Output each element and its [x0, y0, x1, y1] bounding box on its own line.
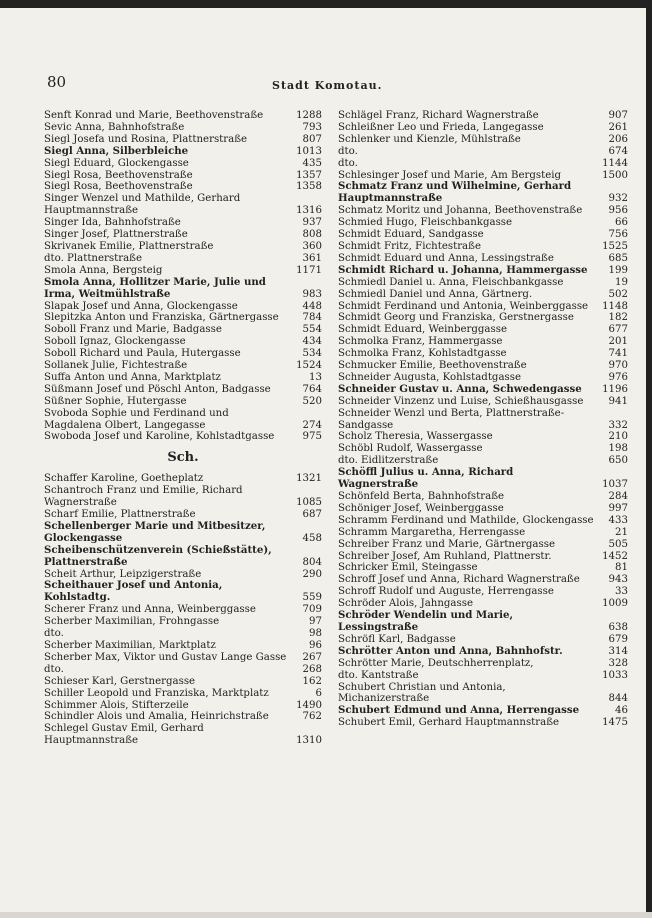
directory-entry	[44, 122, 322, 134]
section-heading-sch: Sch.	[167, 450, 199, 466]
directory-entry	[44, 604, 322, 616]
entry-number: 1037	[602, 479, 628, 491]
entry-number: 1196	[602, 383, 628, 395]
entry-name: Soboll Richard und Paula, Hutergasse	[44, 348, 241, 360]
entry-name: Schneider Gustav u. Anna, Schwedengasse	[338, 382, 582, 395]
scan-right-edge	[646, 0, 652, 918]
entry-name: Suffa Anton und Anna, Marktplatz	[44, 371, 221, 383]
entry-name: Scherer Franz und Anna, Weinberggasse	[44, 604, 256, 616]
directory-entry	[338, 324, 628, 336]
entry-number: 328	[608, 657, 628, 669]
directory-entry	[44, 431, 322, 443]
directory-entry	[338, 301, 628, 313]
directory-entry	[44, 181, 322, 193]
entry-number: 1524	[296, 360, 322, 372]
directory-entry	[44, 229, 322, 241]
entry-number: 6	[315, 687, 322, 699]
entry-number: 1358	[296, 181, 322, 193]
entry-name: Schramm Ferdinand und Mathilde, Glockengasse	[338, 514, 594, 526]
entry-number: 1452	[602, 550, 628, 562]
directory-entry	[338, 467, 628, 491]
entry-name: Schramm Margaretha, Herrengasse	[338, 526, 526, 538]
entry-name: Siegl Josefa und Rosina, Plattnerstraße	[44, 133, 248, 145]
entry-name: Schubert Emil, Gerhard Hauptmannstraße	[338, 717, 560, 729]
directory-entry	[44, 372, 322, 384]
entry-number: 709	[302, 604, 322, 616]
entry-number: 98	[309, 628, 322, 640]
entry-number: 534	[302, 348, 322, 360]
entry-name: Schimmer Alois, Stifterzeile	[44, 699, 189, 711]
entry-number: 687	[302, 509, 322, 520]
entry-name: Schmatz Franz und Wilhelmine, Gerhard Hauptmannstraße	[338, 180, 572, 205]
directory-entry	[338, 348, 628, 360]
entry-name: Schleißner Leo und Frieda, Langegasse	[338, 121, 544, 133]
entry-name: Schmiedl Daniel u. Anna, Fleischbankgasse	[338, 276, 564, 288]
entry-number: 332	[608, 419, 628, 431]
directory-entry	[338, 217, 628, 229]
entry-number: 741	[608, 348, 628, 360]
directory-entry	[338, 586, 628, 598]
entry-number: 559	[302, 592, 322, 604]
entry-name: dto. Plattnerstraße	[44, 252, 142, 264]
directory-entry	[338, 181, 628, 205]
entry-number: 937	[302, 217, 322, 229]
entry-number: 1500	[602, 169, 628, 181]
directory-entry	[338, 491, 628, 503]
directory-entry	[338, 574, 628, 586]
directory-entry	[44, 628, 322, 640]
entry-number: 360	[302, 240, 322, 252]
entry-name: Schlesinger Josef und Marie, Am Bergsteig	[338, 169, 562, 181]
entry-name: Scherber Maximilian, Frohngasse	[44, 616, 220, 628]
entry-number: 268	[302, 663, 322, 675]
directory-entry	[338, 527, 628, 539]
entry-number: 206	[608, 133, 628, 145]
entry-name: Süßmann Josef und Pöschl Anton, Badgasse	[44, 383, 271, 395]
entry-number: 844	[608, 693, 628, 705]
entry-number: 290	[302, 568, 322, 580]
entry-name: Schmidt Fritz, Fichtestraße	[338, 240, 481, 252]
entry-name: Schlegel Gustav Emil, Gerhard Hauptmannstraße	[44, 723, 204, 747]
entry-number: 162	[302, 675, 322, 687]
entry-name: dto.	[44, 628, 64, 640]
entry-number: 943	[608, 574, 628, 586]
directory-entry	[44, 170, 322, 182]
entry-number: 1357	[296, 169, 322, 181]
entry-name: Schmolka Franz, Kohlstadtgasse	[338, 348, 507, 360]
directory-entry	[44, 336, 322, 348]
directory-entry	[338, 289, 628, 301]
directory-entry	[338, 158, 628, 170]
entry-name: dto.	[338, 157, 358, 169]
entry-name: Smola Anna, Bergsteig	[44, 264, 163, 276]
directory-entry	[44, 521, 322, 545]
directory-entry	[338, 503, 628, 515]
left-entries-sch	[44, 473, 322, 747]
entry-number: 284	[608, 491, 628, 502]
directory-entry	[44, 324, 322, 336]
entry-number: 435	[302, 157, 322, 169]
entry-name: Soboll Franz und Marie, Badgasse	[44, 324, 222, 336]
entry-number: 762	[302, 711, 322, 723]
scan-bottom-edge	[0, 912, 652, 918]
directory-entry	[338, 443, 628, 455]
left-column	[44, 110, 322, 747]
entry-name: Schöniger Josef, Weinberggasse	[338, 502, 504, 514]
scan-top-edge	[0, 0, 652, 8]
entry-name: Sevic Anna, Bahnhofstraße	[44, 121, 185, 133]
directory-entry	[44, 723, 322, 747]
entry-name: Schmidt Ferdinand und Antonia, Weinberggasse	[338, 300, 589, 312]
entry-name: Skrivanek Emilie, Plattnerstraße	[44, 240, 214, 252]
directory-entry	[44, 158, 322, 170]
page-number: 80	[47, 73, 67, 91]
directory-entry	[338, 110, 628, 122]
entry-number: 685	[608, 252, 628, 264]
directory-entry	[44, 146, 322, 158]
entry-name: Schindler Alois und Amalia, Heinrichstraße	[44, 711, 269, 723]
entry-number: 1144	[602, 157, 628, 169]
entry-number: 970	[608, 360, 628, 372]
entry-number: 804	[302, 556, 322, 568]
entry-number: 46	[615, 705, 628, 717]
entry-number: 679	[608, 633, 628, 645]
entry-name: Schmied Hugo, Fleischbankgasse	[338, 217, 513, 229]
directory-entry	[338, 277, 628, 289]
entry-number: 956	[608, 205, 628, 217]
entry-number: 907	[608, 110, 628, 121]
directory-entry	[44, 640, 322, 652]
entry-name: Schmidt Georg und Franziska, Gerstnergasse	[338, 312, 574, 324]
entry-name: Schroff Rudolf und Auguste, Herrengasse	[338, 586, 554, 598]
directory-entry	[338, 634, 628, 646]
entry-number: 201	[608, 336, 628, 348]
directory-entry	[44, 348, 322, 360]
directory-entry	[338, 658, 628, 670]
entry-name: Smola Anna, Hollitzer Marie, Julie und Irma, Weitmühlstraße	[44, 275, 266, 300]
entry-number: 1490	[296, 699, 322, 711]
entry-name: Scheit Arthur, Leipzigerstraße	[44, 568, 202, 580]
entry-name: Schroff Josef und Anna, Richard Wagnerstraße	[338, 574, 580, 586]
entry-number: 677	[608, 324, 628, 336]
entry-name: Schmatz Moritz und Johanna, Beethovenstraße	[338, 205, 583, 217]
entry-number: 1525	[602, 240, 628, 252]
directory-entry	[338, 682, 628, 706]
entry-number: 674	[608, 145, 628, 157]
entry-number: 1033	[602, 669, 628, 681]
entry-name: Siegl Rosa, Beethovenstraße	[44, 181, 193, 193]
entry-number: 808	[302, 229, 322, 241]
directory-entry	[44, 664, 322, 676]
entry-name: Schmidt Eduard und Anna, Lessingstraße	[338, 252, 554, 264]
directory-entry	[44, 473, 322, 485]
right-column	[338, 110, 628, 729]
entry-number: 941	[608, 395, 628, 407]
entry-name: Schaffer Karoline, Goetheplatz	[44, 473, 204, 485]
entry-name: Süßner Sophie, Hutergasse	[44, 395, 187, 407]
entry-name: Schubert Christian und Antonia, Michanizerstraße	[338, 681, 506, 705]
entry-name: dto. Eidlitzerstraße	[338, 455, 439, 467]
entry-name: Singer Wenzel und Mathilde, Gerhard Hauptmannstraße	[44, 193, 241, 217]
entry-number: 1475	[602, 717, 628, 729]
directory-entry	[338, 408, 628, 432]
directory-entry	[44, 711, 322, 723]
directory-entry	[338, 610, 628, 634]
directory-entry	[44, 110, 322, 122]
entry-name: Slapak Josef und Anna, Glockengasse	[44, 300, 238, 312]
directory-entry	[44, 134, 322, 146]
entry-name: Schmidt Richard u. Johanna, Hammergasse	[338, 263, 588, 276]
directory-entry	[338, 646, 628, 658]
entry-name: Schubert Edmund und Anna, Herrengasse	[338, 704, 580, 717]
directory-entry	[44, 265, 322, 277]
entry-name: Schneider Augusta, Kohlstadtgasse	[338, 371, 522, 383]
directory-entry	[338, 717, 628, 729]
entry-number: 638	[608, 621, 628, 633]
entry-number: 1316	[296, 205, 322, 217]
directory-entry	[44, 193, 322, 217]
entry-number: 182	[608, 312, 628, 324]
entry-number: 33	[615, 586, 628, 598]
directory-entry	[338, 265, 628, 277]
entry-number: 97	[309, 616, 322, 628]
entry-number: 1013	[296, 145, 322, 157]
entry-name: Schrötter Anton und Anna, Bahnhofstr.	[338, 644, 563, 657]
entry-name: dto.	[338, 145, 358, 157]
entry-number: 274	[302, 419, 322, 431]
directory-entry	[338, 241, 628, 253]
entry-name: Schmidt Eduard, Sandgasse	[338, 229, 484, 241]
entry-number: 502	[608, 288, 628, 300]
directory-entry	[338, 134, 628, 146]
directory-entry	[338, 336, 628, 348]
entry-name: Swoboda Josef und Karoline, Kohlstadtgasse	[44, 431, 275, 443]
entry-name: Scherber Maximilian, Marktplatz	[44, 639, 216, 651]
directory-entry	[338, 253, 628, 265]
entry-name: Schmiedl Daniel und Anna, Gärtnerg.	[338, 288, 533, 300]
right-entries	[338, 110, 628, 729]
entry-name: Schöbl Rudolf, Wassergasse	[338, 443, 483, 455]
directory-entry	[338, 384, 628, 396]
entry-number: 198	[608, 443, 628, 455]
directory-entry	[44, 688, 322, 700]
entry-number: 448	[302, 300, 322, 312]
entry-name: Scheibenschützenverein (Schießstätte), Plattnerstraße	[44, 543, 272, 568]
entry-number: 1148	[602, 300, 628, 312]
directory-entry	[44, 408, 322, 432]
entry-number: 756	[608, 229, 628, 241]
entry-number: 976	[608, 371, 628, 383]
directory-entry	[44, 676, 322, 688]
entry-number: 96	[309, 639, 322, 651]
directory-entry	[338, 396, 628, 408]
entry-name: Schmidt Eduard, Weinberggasse	[338, 324, 507, 336]
directory-entry	[44, 396, 322, 408]
entry-number: 267	[302, 651, 322, 663]
directory-entry	[338, 229, 628, 241]
entry-number: 434	[302, 336, 322, 348]
directory-entry	[338, 670, 628, 682]
entry-name: Schröder Wendelin und Marie, Lessingstraße	[338, 609, 514, 633]
entry-name: Scholz Theresia, Wassergasse	[338, 431, 493, 443]
entry-number: 81	[615, 562, 628, 574]
entry-number: 1009	[602, 598, 628, 610]
directory-entry	[44, 217, 322, 229]
left-entries	[44, 110, 322, 443]
entry-number: 1288	[296, 110, 322, 121]
entry-name: Siegl Anna, Silberbleiche	[44, 144, 189, 157]
directory-entry	[338, 431, 628, 443]
entry-number: 983	[302, 288, 322, 300]
entry-number: 997	[608, 502, 628, 514]
entry-name: Schröfl Karl, Badgasse	[338, 633, 456, 645]
entry-name: Schieser Karl, Gerstnergasse	[44, 675, 196, 687]
entry-name: Sollanek Julie, Fichtestraße	[44, 360, 188, 372]
entry-number: 261	[608, 121, 628, 133]
entry-number: 1310	[296, 735, 322, 747]
directory-entry	[338, 515, 628, 527]
entry-name: Schneider Vinzenz und Luise, Schießhausgasse	[338, 395, 584, 407]
entry-name: Schlenker und Kienzle, Mühlstraße	[338, 133, 521, 145]
directory-entry	[338, 146, 628, 158]
entry-number: 21	[615, 526, 628, 538]
entry-number: 1085	[296, 497, 322, 509]
directory-entry	[44, 700, 322, 712]
entry-name: Siegl Rosa, Beethovenstraße	[44, 169, 193, 181]
entry-name: Schneider Wenzl und Berta, Plattnerstraße-Sandgasse	[338, 407, 565, 431]
entry-number: 764	[302, 383, 322, 395]
entry-name: Schreiber Franz und Marie, Gärtnergasse	[338, 538, 555, 550]
entry-name: dto.	[44, 663, 64, 675]
entry-number: 505	[608, 538, 628, 550]
entry-name: Schantroch Franz und Emilie, Richard Wagnerstraße	[44, 485, 243, 509]
entry-name: Schellenberger Marie und Mitbesitzer, Glockengasse	[44, 519, 266, 544]
entry-name: Scheithauer Josef und Antonia, Kohlstadtg.	[44, 579, 223, 604]
entry-name: Schröder Alois, Jahngasse	[338, 598, 473, 610]
entry-name: Schmucker Emilie, Beethovenstraße	[338, 360, 527, 372]
directory-entry	[44, 580, 322, 604]
entry-number: 793	[302, 121, 322, 133]
entry-name: Schönfeld Berta, Bahnhofstraße	[338, 491, 505, 502]
page-header: Stadt Komotau.	[272, 79, 383, 92]
entry-name: Senft Konrad und Marie, Beethovenstraße	[44, 110, 264, 121]
entry-number: 1171	[296, 264, 322, 276]
directory-entry	[338, 312, 628, 324]
entry-number: 13	[309, 371, 322, 383]
directory-entry	[338, 562, 628, 574]
entry-name: Schrötter Marie, Deutschherrenplatz,	[338, 657, 534, 669]
entry-number: 433	[608, 514, 628, 526]
entry-name: Singer Ida, Bahnhofstraße	[44, 217, 181, 229]
directory-entry	[44, 277, 322, 301]
entry-number: 807	[302, 133, 322, 145]
directory-entry	[44, 384, 322, 396]
entry-name: Slepitzka Anton und Franziska, Gärtnergasse	[44, 312, 279, 324]
entry-name: Svoboda Sophie und Ferdinand und Magdalena Olbert, Langegasse	[44, 407, 229, 431]
entry-name: Schreiber Josef, Am Ruhland, Plattnerstr.	[338, 550, 552, 562]
entry-number: 19	[615, 276, 628, 288]
directory-entry	[44, 301, 322, 313]
entry-name: Schricker Emil, Steingasse	[338, 562, 478, 574]
entry-name: Scharf Emilie, Plattnerstraße	[44, 509, 196, 520]
directory-entry	[44, 545, 322, 569]
entry-name: Siegl Eduard, Glockengasse	[44, 157, 189, 169]
directory-entry	[338, 205, 628, 217]
directory-entry	[44, 241, 322, 253]
entry-number: 314	[608, 645, 628, 657]
entry-number: 554	[302, 324, 322, 336]
directory-entry	[338, 539, 628, 551]
directory-entry	[44, 360, 322, 372]
entry-name: Schiller Leopold und Franziska, Marktplatz	[44, 687, 269, 699]
directory-entry	[44, 616, 322, 628]
entry-number: 458	[302, 532, 322, 544]
entry-number: 199	[608, 264, 628, 276]
directory-entry	[338, 551, 628, 563]
entry-number: 66	[615, 217, 628, 229]
directory-entry	[338, 705, 628, 717]
entry-name: Schöffl Julius u. Anna, Richard Wagnerstraße	[338, 466, 514, 491]
entry-name: Soboll Ignaz, Glockengasse	[44, 336, 186, 348]
entry-name: Singer Josef, Plattnerstraße	[44, 229, 188, 241]
directory-entry	[44, 312, 322, 324]
entry-name: Scherber Max, Viktor und Gustav Lange Gasse	[44, 651, 287, 663]
entry-number: 210	[608, 431, 628, 443]
entry-number: 520	[302, 395, 322, 407]
entry-number: 932	[608, 193, 628, 205]
directory-entry	[44, 253, 322, 265]
directory-entry	[338, 122, 628, 134]
directory-entry	[44, 652, 322, 664]
entry-name: Schmolka Franz, Hammergasse	[338, 336, 503, 348]
entry-name: dto. Kantstraße	[338, 669, 419, 681]
directory-entry	[44, 485, 322, 509]
entry-number: 975	[302, 431, 322, 443]
entry-number: 1321	[296, 473, 322, 485]
directory-entry	[338, 360, 628, 372]
entry-name: Schlägel Franz, Richard Wagnerstraße	[338, 110, 539, 121]
entry-number: 784	[302, 312, 322, 324]
entry-number: 650	[608, 455, 628, 467]
entry-number: 361	[302, 252, 322, 264]
